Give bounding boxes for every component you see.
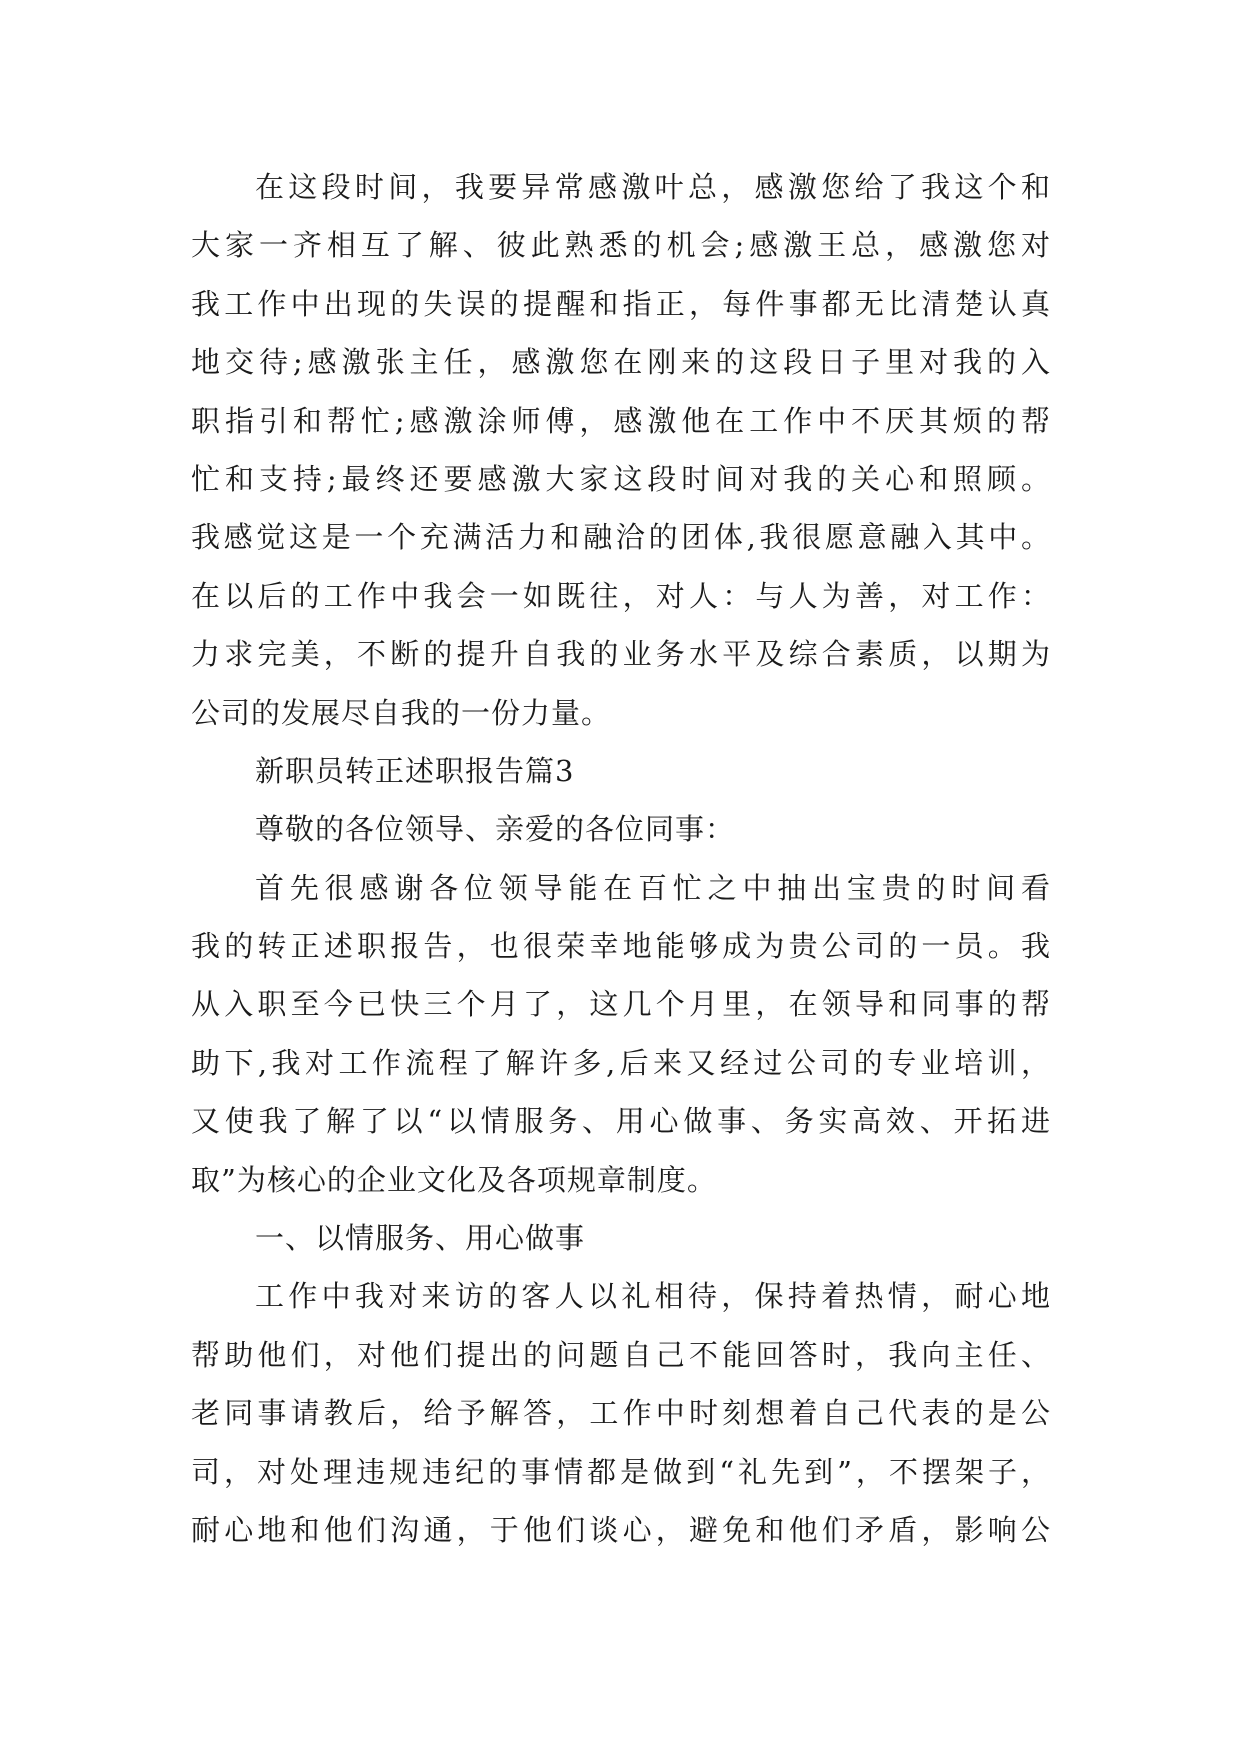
subsection-heading: 一、以情服务、用心做事	[255, 1221, 586, 1256]
paragraph-line: 从入职至今已快三个月了，这几个月里，在领导和同事的帮	[191, 987, 1051, 1022]
document-page	[191, 158, 1051, 1559]
paragraph-line: 助下,我对工作流程了解许多,后来又经过公司的专业培训，	[191, 1045, 1051, 1080]
paragraph-line: 职指引和帮忙;感激涂师傅，感激他在工作中不厌其烦的帮	[191, 403, 1051, 438]
paragraph-line: 取”为核心的企业文化及各项规章制度。	[191, 1162, 717, 1197]
paragraph-line: 我工作中出现的失误的提醒和指正，每件事都无比清楚认真	[191, 286, 1051, 321]
salutation: 尊敬的各位领导、亲爱的各位同事：	[255, 812, 736, 847]
paragraph-line: 我感觉这是一个充满活力和融洽的团体,我很愿意融入其中。	[191, 520, 1051, 555]
paragraph-line: 帮助他们，对他们提出的问题自己不能回答时，我向主任、	[191, 1337, 1051, 1372]
paragraph-line: 地交待;感激张主任，感激您在刚来的这段日子里对我的入	[191, 345, 1051, 380]
paragraph-line: 力求完美，不断的提升自我的业务水平及综合素质，以期为	[191, 637, 1051, 672]
paragraph-line: 耐心地和他们沟通，于他们谈心，避免和他们矛盾，影响公	[191, 1512, 1051, 1547]
paragraph-line: 首先很感谢各位领导能在百忙之中抽出宝贵的时间看	[255, 870, 1051, 905]
paragraph-line: 在以后的工作中我会一如既往，对人：与人为善，对工作：	[191, 578, 1051, 613]
paragraph-line: 我的转正述职报告，也很荣幸地能够成为贵公司的一员。我	[191, 929, 1051, 964]
paragraph-line: 司，对处理违规违纪的事情都是做到“礼先到”，不摆架子，	[191, 1454, 1051, 1489]
paragraph-line: 老同事请教后，给予解答，工作中时刻想着自己代表的是公	[191, 1396, 1051, 1431]
paragraph-line: 在这段时间，我要异常感激叶总，感激您给了我这个和	[255, 170, 1051, 204]
paragraph-line: 又使我了解了以“以情服务、用心做事、务实高效、开拓进	[191, 1104, 1051, 1139]
paragraph-line: 大家一齐相互了解、彼此熟悉的机会;感激王总，感激您对	[191, 228, 1051, 263]
section-heading: 新职员转正述职报告篇3	[255, 753, 575, 788]
paragraph-line: 忙和支持;最终还要感激大家这段时间对我的关心和照顾。	[191, 461, 1051, 496]
paragraph-line: 公司的发展尽自我的一份力量。	[191, 695, 612, 730]
paragraph-line: 工作中我对来访的客人以礼相待，保持着热情，耐心地	[255, 1279, 1051, 1314]
